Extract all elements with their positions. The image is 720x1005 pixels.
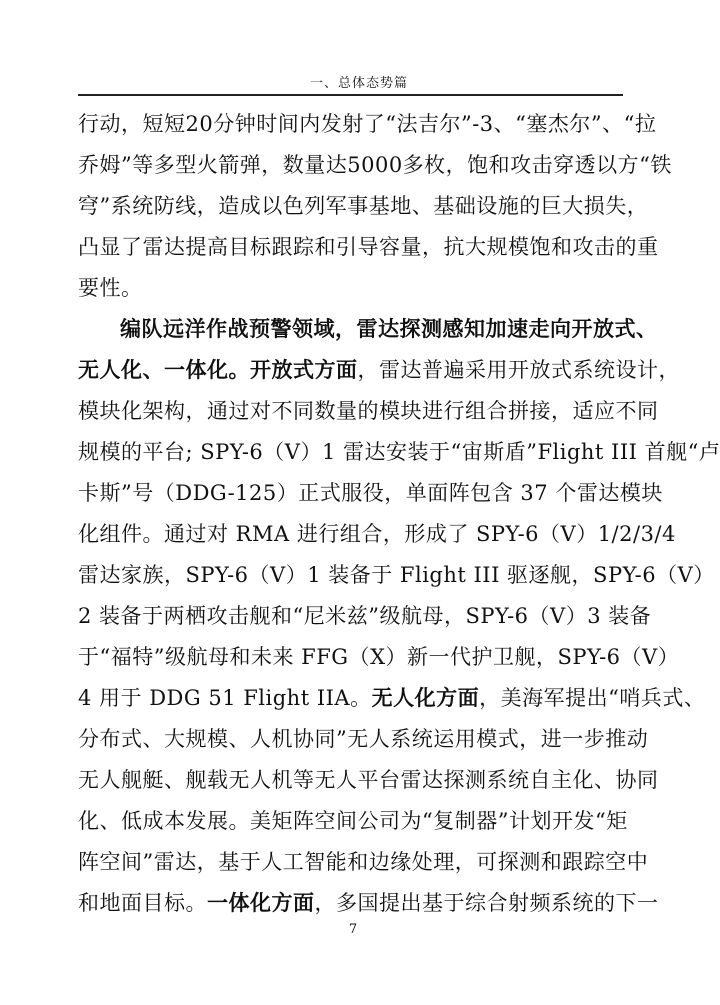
text-line (78, 801, 628, 842)
text-line (78, 350, 680, 391)
bold-span: 无人化、一体化。开放式方面 (78, 358, 358, 382)
text-span: 行动，短短20分钟时间内发射了“法吉尔”-3、“塞杰尔”、“拉 (78, 112, 657, 136)
text-span: 化组件。通过对 RMA 进行组合，形成了 SPY-6（V）1/2/3/4 (78, 522, 676, 546)
text-line (78, 842, 649, 883)
text-span: 要性。 (78, 276, 143, 300)
body-text (78, 104, 720, 924)
text-line (78, 268, 623, 309)
text-line (78, 186, 649, 227)
text-span: 卡斯”号（DDG-125）正式服役，单面阵包含 37 个雷达模块 (78, 481, 663, 505)
text-span: 凸显了雷达提高目标跟踪和引导容量，抗大规模饱和攻击的重 (78, 235, 659, 259)
text-span: 规模的平台; SPY-6（V）1 雷达安装于“宙斯盾”Flight III 首舰“卢 (78, 440, 720, 464)
text-span: 于“福特”级航母和未来 FFG（X）新一代护卫舰，SPY-6（V） (78, 645, 680, 669)
text-line (78, 883, 659, 924)
text-span: 模块化架构，通过对不同数量的模块进行组合拼接，适应不同 (78, 399, 659, 423)
page-number: 7 (348, 922, 358, 937)
text-line (78, 104, 657, 145)
text-span: 分布式、大规模、人机协同”无人系统运用模式，进一步推动 (78, 727, 649, 751)
text-span: 化、低成本发展。美矩阵空间公司为“复制器”计划开发“矩 (78, 809, 628, 833)
text-line (78, 514, 676, 555)
header-title: 一、总体态势篇 (309, 76, 408, 91)
bold-span: 无人化方面 (371, 686, 480, 710)
text-span: 2 装备于两栖攻击舰和“尼米兹”级航母，SPY-6（V）3 装备 (78, 604, 652, 628)
text-span: ，多国提出基于综合射频系统的下一 (314, 891, 659, 915)
text-line (78, 432, 720, 473)
text-line (78, 596, 652, 637)
text-span: 无人舰艇、舰载无人机等无人平台雷达探测系统自主化、协同 (78, 768, 659, 792)
text-line (78, 391, 659, 432)
text-span: 阵空间”雷达，基于人工智能和边缘处理，可探测和跟踪空中 (78, 850, 649, 874)
text-line (78, 309, 658, 350)
text-span: ，雷达普遍采用开放式系统设计， (357, 358, 680, 382)
text-line (78, 637, 680, 678)
text-line (78, 719, 649, 760)
text-line (78, 227, 659, 268)
text-line (78, 145, 672, 186)
bold-span: 编队远洋作战预警领域，雷达探测感知加速走向开放式、 (120, 317, 658, 341)
text-line (78, 555, 715, 596)
text-line (78, 473, 663, 514)
text-span: 雷达家族，SPY-6（V）1 装备于 Flight III 驱逐舰，SPY-6（V） (78, 563, 715, 587)
text-span: 穹”系统防线，造成以色列军事基地、基础设施的巨大损失， (78, 194, 649, 218)
text-line (78, 760, 659, 801)
text-span: 4 用于 DDG 51 Flight IIA。 (78, 686, 372, 710)
text-span: 和地面目标。 (78, 891, 207, 915)
bold-span: 一体化方面 (207, 891, 315, 915)
text-line (78, 678, 706, 719)
text-span: 乔姆”等多型火箭弹，数量达5000多枚，饱和攻击穿透以方“铁 (78, 153, 672, 177)
text-span: ，美海军提出“哨兵式、 (479, 686, 706, 710)
page-header (78, 64, 623, 96)
